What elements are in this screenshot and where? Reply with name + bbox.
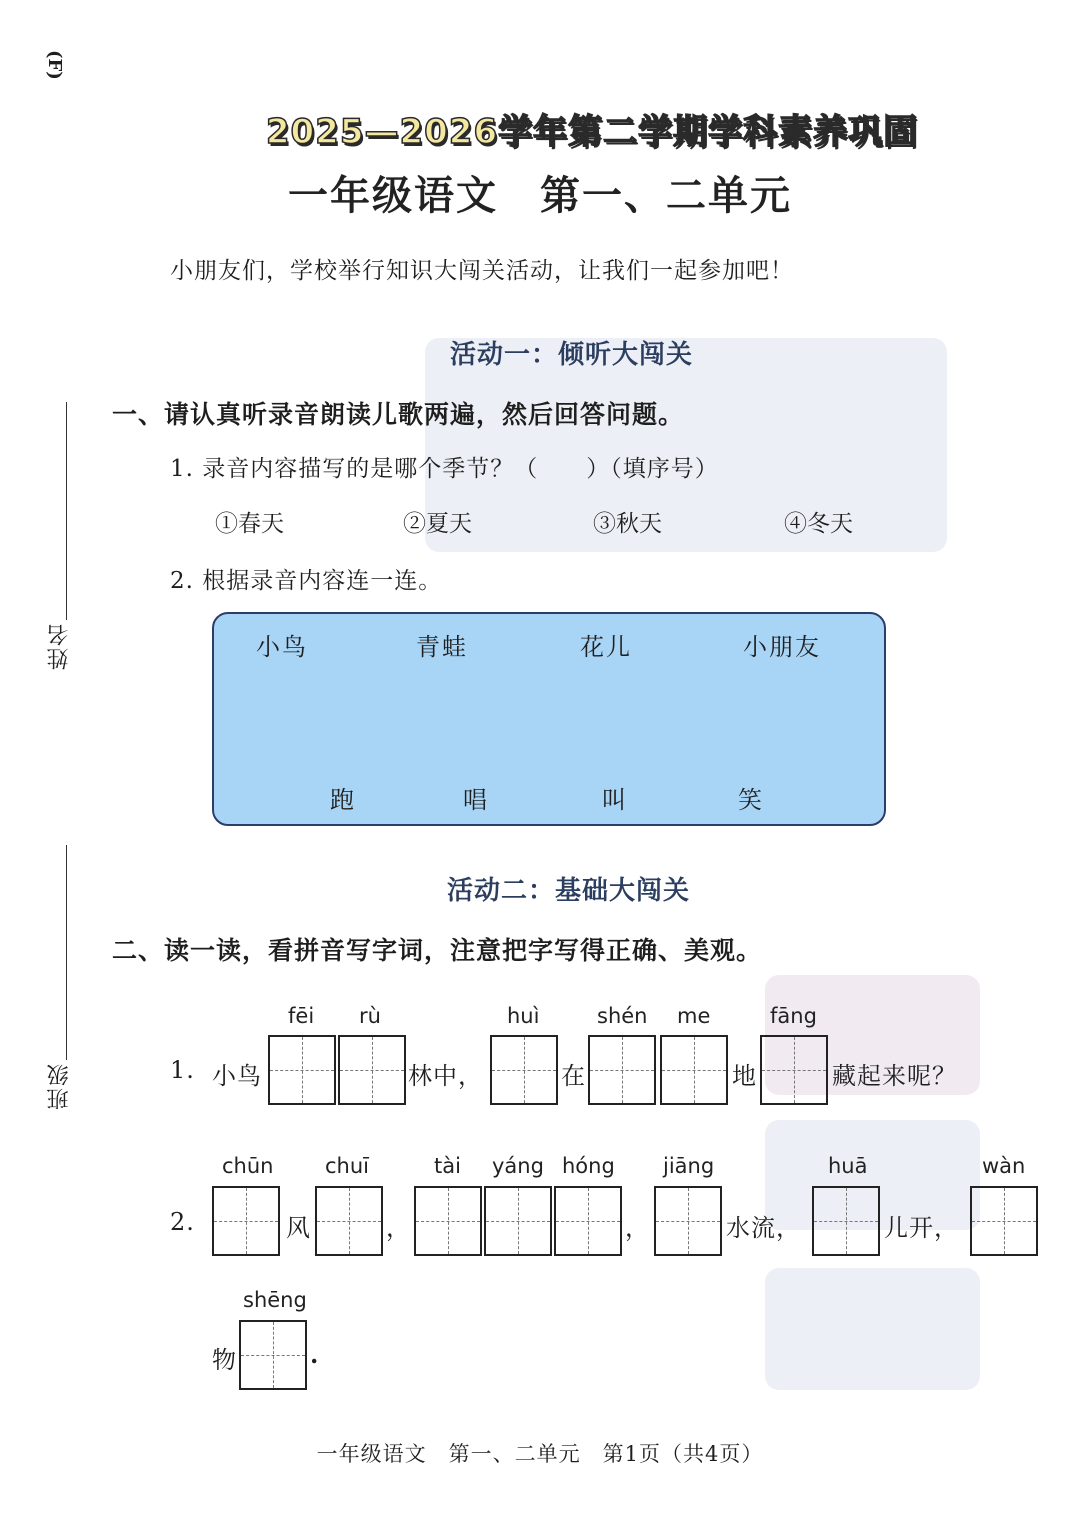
pinyin: wàn <box>982 1154 1026 1178</box>
pinyin: me <box>677 1004 711 1028</box>
section-two-heading: 二、读一读，看拼音写字词，注意把字写得正确、美观。 <box>112 936 763 965</box>
pinyin: yáng <box>492 1154 544 1178</box>
row3-text-2: . <box>310 1340 320 1369</box>
pinyin: chuī <box>325 1154 369 1178</box>
writing-grid-box[interactable] <box>315 1186 383 1256</box>
row2-text-2: ， <box>386 1214 411 1242</box>
class-line <box>66 845 67 1060</box>
writing-grid-box[interactable] <box>812 1186 880 1256</box>
match-word-sing[interactable]: 唱 <box>463 786 489 814</box>
writing-grid-box[interactable] <box>588 1035 656 1105</box>
pinyin: fēi <box>288 1004 315 1028</box>
question-1-2: 2. 根据录音内容连一连。 <box>170 568 443 594</box>
page-footer: 一年级语文 第一、二单元 第1页（共4页） <box>316 1442 764 1466</box>
row2-text-4: 水流， <box>726 1214 801 1242</box>
exam-title: 2025—2026学年第二学期学科素养巩固 <box>265 112 919 152</box>
pinyin: huā <box>828 1154 868 1178</box>
pinyin: shén <box>597 1004 648 1028</box>
pinyin: jiāng <box>663 1154 715 1178</box>
class-label: 班级 <box>47 1062 72 1110</box>
row-number: 1. <box>170 1056 195 1084</box>
row1-text-3: 在 <box>561 1062 586 1090</box>
match-word-frog[interactable]: 青蛙 <box>416 633 468 661</box>
match-word-call[interactable]: 叫 <box>602 786 628 814</box>
writing-grid-box[interactable] <box>554 1186 622 1256</box>
row1-text-2: 林中， <box>408 1062 483 1090</box>
row2-text-1: 风 <box>286 1214 311 1242</box>
match-word-laugh[interactable]: 笑 <box>738 786 764 814</box>
writing-grid-box[interactable] <box>654 1186 722 1256</box>
writing-grid-box[interactable] <box>490 1035 558 1105</box>
exam-subtitle: 一年级语文 第一、二单元 <box>288 172 792 219</box>
match-word-run[interactable]: 跑 <box>330 786 356 814</box>
writing-grid-box[interactable] <box>212 1186 280 1256</box>
intro-text: 小朋友们，学校举行知识大闯关活动，让我们一起参加吧！ <box>170 258 794 284</box>
pinyin: huì <box>507 1004 540 1028</box>
name-line <box>66 402 67 620</box>
pinyin: rù <box>359 1004 381 1028</box>
writing-grid-box[interactable] <box>660 1035 728 1105</box>
writing-grid-box[interactable] <box>414 1186 482 1256</box>
writing-grid-box[interactable] <box>484 1186 552 1256</box>
row2-text-3: ， <box>625 1214 650 1242</box>
option-summer[interactable]: ②夏天 <box>403 511 472 537</box>
row-number: 2. <box>170 1208 195 1236</box>
row1-text-1: 小鸟 <box>212 1062 262 1090</box>
question-1-1: 1. 录音内容描写的是哪个季节？（ ）（填序号） <box>170 456 719 482</box>
paper-code: (F) <box>44 50 65 80</box>
pinyin: hóng <box>562 1154 615 1178</box>
section-one-heading: 一、请认真听录音朗读儿歌两遍，然后回答问题。 <box>112 400 685 429</box>
activity-two-title: 活动二：基础大闯关 <box>447 876 691 906</box>
smudge-overlay <box>765 1268 980 1390</box>
pinyin: chūn <box>222 1154 274 1178</box>
row2-text-5: 儿开， <box>884 1214 959 1242</box>
row1-text-4: 地 <box>732 1062 757 1090</box>
writing-grid-box[interactable] <box>338 1035 406 1105</box>
match-word-children[interactable]: 小朋友 <box>743 633 821 661</box>
match-word-bird[interactable]: 小鸟 <box>256 633 308 661</box>
writing-grid-box[interactable] <box>239 1320 307 1390</box>
activity-one-title: 活动一：倾听大闯关 <box>450 340 694 370</box>
writing-grid-box[interactable] <box>268 1035 336 1105</box>
option-spring[interactable]: ①春天 <box>215 511 284 537</box>
writing-grid-box[interactable] <box>760 1035 828 1105</box>
option-autumn[interactable]: ③秋天 <box>593 511 662 537</box>
name-label: 姓名 <box>47 622 72 670</box>
row3-text-1: 物 <box>212 1346 237 1374</box>
writing-grid-box[interactable] <box>970 1186 1038 1256</box>
pinyin: shēng <box>243 1288 307 1312</box>
row1-text-5: 藏起来呢？ <box>832 1062 957 1090</box>
pinyin: tài <box>434 1154 461 1178</box>
option-winter[interactable]: ④冬天 <box>784 511 853 537</box>
match-word-flower[interactable]: 花儿 <box>580 633 632 661</box>
pinyin: fāng <box>770 1004 817 1028</box>
